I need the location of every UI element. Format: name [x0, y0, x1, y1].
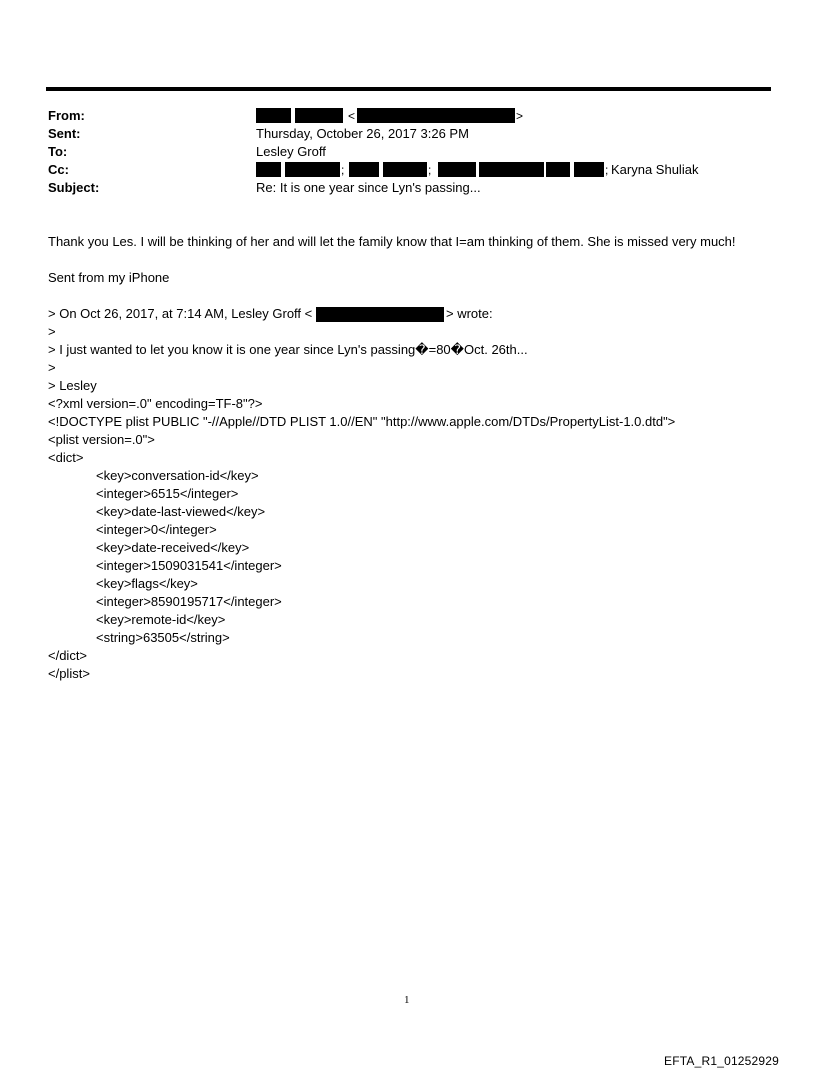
quote-line: > — [48, 360, 56, 375]
dict-line: <integer>6515</integer> — [96, 486, 239, 501]
subject-value: Re: It is one year since Lyn's passing... — [256, 180, 481, 195]
cc-separator: ; — [428, 163, 432, 177]
cc-label: Cc: — [48, 162, 69, 177]
page-number: 1 — [404, 994, 410, 1006]
redaction-from-email — [357, 108, 515, 123]
quote-line: > — [48, 324, 56, 339]
header-rule — [46, 87, 771, 91]
xml-line: <!DOCTYPE plist PUBLIC "-//Apple//DTD PLIST 1.0//EN" "http://www.apple.com/DTDs/PropertyList-1.0.dtd"> — [48, 414, 676, 429]
dict-line: <key>date-received</key> — [96, 540, 250, 555]
redaction-from-last — [295, 108, 343, 123]
dict-line: <key>date-last-viewed</key> — [96, 504, 266, 519]
redaction-cc-7 — [546, 162, 570, 177]
document-id: EFTA_R1_01252929 — [664, 1054, 780, 1068]
xml-line: <plist version=.0"> — [48, 432, 155, 447]
redaction-cc-2 — [285, 162, 340, 177]
sent-value: Thursday, October 26, 2017 3:26 PM — [256, 126, 469, 141]
dict-line: <key>flags</key> — [96, 576, 198, 591]
redaction-cc-8 — [574, 162, 604, 177]
dict-line: <string>63505</string> — [96, 630, 230, 645]
redaction-quote-email — [316, 307, 444, 322]
redaction-cc-5 — [438, 162, 476, 177]
message-line: Thank you Les. I will be thinking of her and will let the family know that I=am thinking of them. She is missed very much! — [48, 234, 736, 249]
xml-line: <dict> — [48, 450, 84, 465]
xml-closing-line: </dict> — [48, 648, 88, 663]
subject-label: Subject: — [48, 180, 100, 195]
dict-line: <key>remote-id</key> — [96, 612, 226, 627]
quote-header-suffix: > wrote: — [446, 306, 493, 321]
to-label: To: — [48, 144, 68, 159]
quote-line: > I just wanted to let you know it is one year since Lyn's passing�=80�Oct. 26th... — [48, 342, 528, 357]
redaction-cc-4 — [383, 162, 427, 177]
dict-line: <integer>8590195717</integer> — [96, 594, 282, 609]
cc-visible-name: Karyna Shuliak — [611, 162, 699, 177]
cc-separator: ; — [605, 163, 609, 177]
xml-closing-line: </plist> — [48, 666, 90, 681]
from-angle-open: < — [348, 109, 356, 123]
redaction-cc-6 — [479, 162, 544, 177]
to-value: Lesley Groff — [256, 144, 326, 159]
dict-line: <key>conversation-id</key> — [96, 468, 259, 483]
xml-line: <?xml version=.0" encoding=TF-8"?> — [48, 396, 263, 411]
quote-header-prefix: > On Oct 26, 2017, at 7:14 AM, Lesley Groff < — [48, 306, 313, 321]
signature-line: Sent from my iPhone — [48, 270, 170, 285]
from-label: From: — [48, 108, 85, 123]
redaction-cc-3 — [349, 162, 379, 177]
dict-line: <integer>0</integer> — [96, 522, 217, 537]
cc-separator: ; — [341, 163, 345, 177]
redaction-from-first — [256, 108, 291, 123]
quote-line: > Lesley — [48, 378, 97, 393]
from-angle-close: > — [516, 109, 524, 123]
redaction-cc-1 — [256, 162, 281, 177]
sent-label: Sent: — [48, 126, 81, 141]
dict-line: <integer>1509031541</integer> — [96, 558, 282, 573]
